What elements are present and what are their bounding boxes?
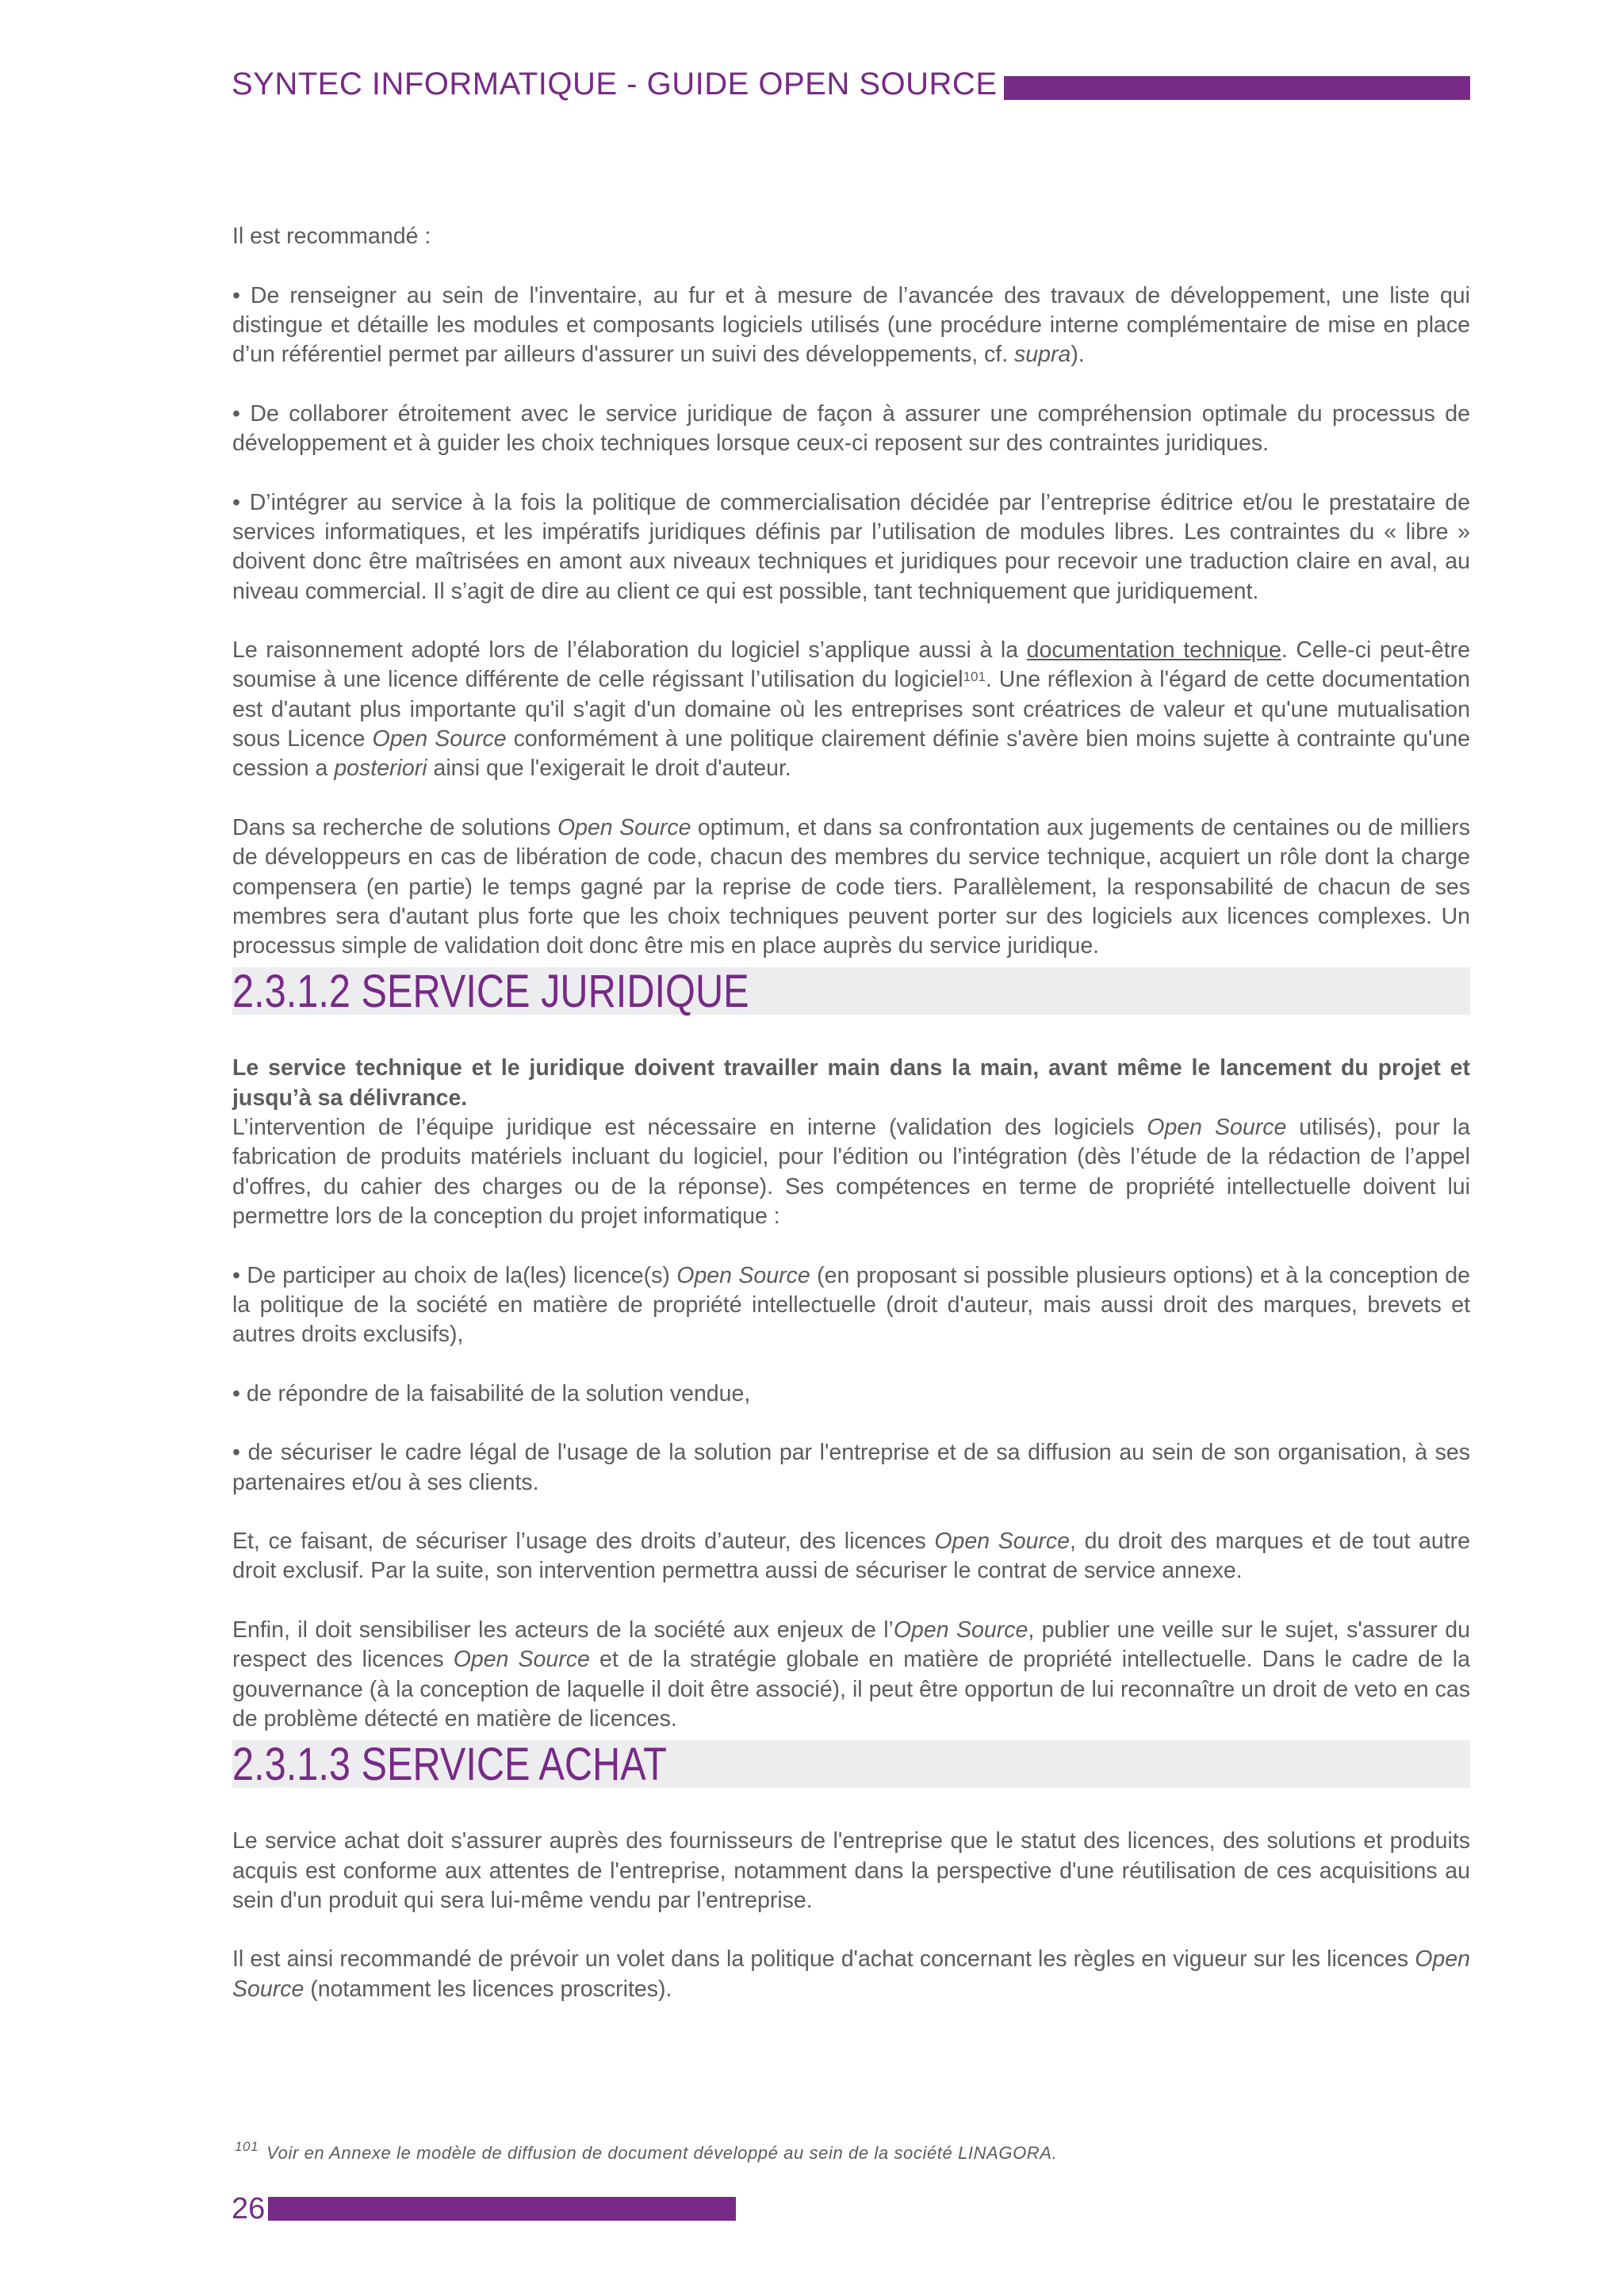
footnote-text: Voir en Annexe le modèle de diffusion de document développé au sein de la société LINAGORA.	[266, 2143, 1058, 2163]
achat-recommendation: Il est ainsi recommandé de prévoir un volet dans la politique d'achat concernant les règles en vigueur sur les licences Open Source (notamment les licences proscrites).	[232, 1946, 1470, 2002]
footer-bar	[232, 2197, 736, 2221]
intro-paragraph: Il est recommandé :	[232, 224, 431, 249]
juridique-sensibiliser: Enfin, il doit sensibiliser les acteurs de la société aux enjeux de l’Open Source, publier une veille sur le sujet, s'assurer du respect des licences Open Source et de la stratégie globale en matière de propriété intellectuelle. Dans le cadre de la gouvernance (à la conception de laquelle il doit être associé), il peut être opportun de lui reconnaître un droit de veto en cas de problème détecté en matière de licences.	[232, 1617, 1470, 1732]
bullet-inventory: • De renseigner au sein de l'inventaire, au fur et à mesure de l’avancée des travaux de développement, une liste qui distingue et détaille les modules et composants logiciels utilisés (une procédure interne complémentaire de mise en place d’un référentiel permet par ailleurs d'assurer un suivi des développements, cf. supra).	[232, 282, 1470, 368]
page-number: 26	[232, 2193, 268, 2225]
juridique-lead: Le service technique et le juridique doivent travailler main dans la main, avant même le lancement du projet et jusqu’à sa délivrance.	[232, 1055, 1470, 1111]
bullet-collaborate: • De collaborer étroitement avec le service juridique de façon à assurer une compréhension optimale du processus de développement et à guider les choix techniques lorsque ceux-ci reposent sur des contraintes juridiques.	[232, 400, 1470, 457]
section-heading-juridique: 2.3.1.2 SERVICE JURIDIQUE	[232, 967, 1470, 1015]
documentation-link: documentation technique	[1026, 637, 1281, 664]
juridique-droits: Et, ce faisant, de sécuriser l’usage des droits d’auteur, des licences Open Source, du droit des marques et de tout autre droit exclusif. Par la suite, son intervention permettra aussi de sécuriser le contrat de service annexe.	[232, 1529, 1470, 1584]
running-header: SYNTEC INFORMATIQUE - GUIDE OPEN SOURCE	[232, 68, 1004, 100]
footnote-ref: 101	[963, 669, 986, 685]
documentation-paragraph: Le raisonnement adopté lors de l’élaboration du logiciel s’applique aussi à la documentation technique. Celle-ci peut-être soumise à une licence différente de celle régissant l’utilisation du logiciel$^{101}$. Une réflexion à l'égard de cette documentation est d'autant plus importante qu'il s'agit d'un domaine où les entreprises sont créatrices de valeur et qu'une mutualisation sous Licence Open Source conformément à une politique clairement définie s'avère bien moins sujette à contrainte qu'une cession a posteriori ainsi que l'exigerait le droit d'auteur.	[232, 637, 1470, 782]
juridique-bullet-securiser: • de sécuriser le cadre légal de l'usage de la solution par l'entreprise et de sa diffusion au sein de son organisation, à ses partenaires et/ou à ses clients.	[232, 1440, 1470, 1495]
juridique-bullet-faisabilite: • de répondre de la faisabilité de la solution vendue,	[232, 1380, 751, 1406]
bullet-integrate: • D’intégrer au service à la fois la politique de commercialisation décidée par l’entreprise éditrice et/ou le prestataire de services informatiques, et les impératifs juridiques définis par l’utilisation de modules libres. Les contraintes du « libre » doivent donc être maîtrisées en amont aux niveaux techniques et juridiques pour recevoir une traduction claire en aval, au niveau commercial. Il s’agit de dire au client ce qui est possible, tant techniquement que juridiquement.	[232, 489, 1470, 604]
footnote	[235, 2139, 1464, 2164]
solutions-paragraph: Dans sa recherche de solutions Open Source optimum, et dans sa confrontation aux jugements de centaines ou de milliers de développeurs en cas de libération de code, chacun des membres du service technique, acquiert un rôle dont la charge compensera (en partie) le temps gagné par la reprise de code tiers. Parallèlement, la responsabilité de chacun de ses membres sera d'autant plus forte que les choix techniques peuvent porter sur des logiciels aux licences complexes. Un processus simple de validation doit donc être mis en place auprès du service juridique.	[232, 814, 1470, 959]
juridique-bullet-licences: • De participer au choix de la(les) licence(s) Open Source (en proposant si possible plusieurs options) et à la conception de la politique de la société en matière de propriété intellectuelle (droit d'auteur, mais aussi droit des marques, brevets et autres droits exclusifs),	[232, 1262, 1470, 1348]
section-heading-achat: 2.3.1.3 SERVICE ACHAT	[232, 1740, 1470, 1788]
footnote-number: 101	[235, 2139, 259, 2154]
juridique-intervention: L’intervention de l’équipe juridique est nécessaire en interne (validation des logiciels Open Source utilisés), pour la fabrication de produits matériels incluant du logiciel, pour l'édition ou l'intégration (dès l’étude de la rédaction de l’appel d'offres, du cahier des charges ou de la réponse). Ses compétences en terme de propriété intellectuelle doivent lui permettre lors de la conception du projet informatique :	[232, 1115, 1470, 1229]
page-content	[232, 222, 1470, 2004]
achat-paragraph: Le service achat doit s'assurer auprès des fournisseurs de l'entreprise que le statut des licences, des solutions et produits acquis est conforme aux attentes de l'entreprise, notamment dans la perspective d'une réutilisation de ces acquisitions au sein d'un produit qui sera lui-même vendu par l'entreprise.	[232, 1828, 1470, 1913]
